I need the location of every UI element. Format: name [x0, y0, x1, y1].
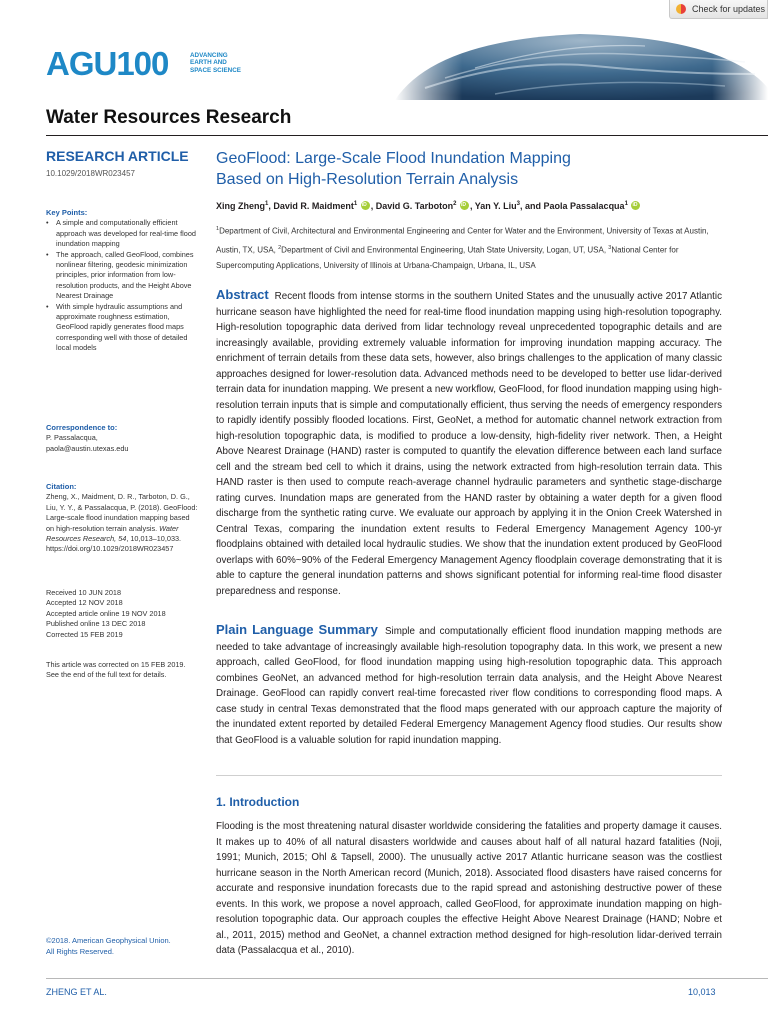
citation-journal: Water Resources Research, 54 [46, 523, 179, 544]
abstract-text: Recent floods from intense storms in the southern United States and the unusually active 2017 Atlantic hurricane season have highlighted the need for real-time flood inundation mapping using high-resolution topography. High-resolution topographic data derived from lidar technology reveal unprecedented topographic details and are increasingly available, providing extremely valuable information for improving inundation mapping accuracy. The enrichment of terrain details from these data sets, however, also brings challenges to the application of many classic approaches designed for lower-resolution data. Advanced methods need to be developed to better use lidar-derived terrain data for inundation mapping. We present a new workflow, GeoFlood, for flood inundation mapping using high-resolution terrain inputs that is simple and computationally efficient, thus serving the needs of emergency responders to rapidly identify possibly flooded locations. First, GeoNet, a method for automatic channel network extraction from high-resolution topographic data, is modified to produce a low-density, high-fidelity river network. Then, a Height Above Nearest Drainage (HAND) raster is computed to quantify the elevation difference between each land surface cell and the stream bed cell to which it drains, using the network extracted from high-resolution terrain data. This HAND raster is then used to compute reach-average channel hydraulic parameters and synthetic stage-discharge rating curves. Inundation maps are generated from the HAND raster by obtaining a water depth for a given flood discharge from the synthetic rating curve. We evaluate our approach by applying it in the Onion Creek Watershed in Central Texas, comparing the inundation extent results to Federal Emergency Management Agency 100-yr floodplains obtained with detailed local hydraulic studies. We show that the inundation extent produced by GeoFlood overlaps with 60%~90% of the Federal Emergency Management Agency floodplain coverage demonstrating that it is able to capture the general inundation patterns and shows significant potential for informing real-time flood disaster preparedness and response. [216, 291, 722, 597]
pls-text: Simple and computationally efficient flood inundation mapping methods are needed to take advantage of increasingly available high-resolution topography data. In this work, we present a new approach, called GeoFlood, for flood inundation mapping using high-resolution topographic data. This approach combines GeoNet, an advanced method for high-resolution terrain data analysis, and the Height Above Nearest Drainage. GeoFlood can rapidly convert real-time forecasted river flow conditions to corresponding flood maps. A case study in central Texas demonstrated that the flood maps generated with our approach capture the majority of the inundated extent reported by detailed Federal Emergency Management Agency flood studies. Our results show that GeoFlood is a valuable solution for rapid inundation mapping. [216, 626, 722, 746]
author-separator: , and [520, 201, 544, 211]
date-line: Received 10 JUN 2018 [46, 588, 122, 597]
author-name: David G. Tarboton [375, 201, 454, 211]
affiliation-marker: 3 [608, 244, 612, 251]
author-name: Paola Passalacqua [543, 201, 625, 211]
article-title-line: Based on High-Resolution Terrain Analysis [216, 171, 519, 188]
correspondence-box [46, 423, 198, 454]
citation-heading: Citation: [46, 482, 77, 491]
date-line: Corrected 15 FEB 2019 [46, 629, 123, 639]
page-number: 10,013 [688, 987, 716, 997]
citation-box [46, 482, 198, 555]
check-for-updates-button[interactable] [669, 0, 768, 19]
affiliation-text: Department of Civil and Environmental Engineering, Utah State University, Logan, UT, USA, [281, 245, 609, 255]
author-separator: , [370, 201, 376, 211]
crossmark-icon [676, 4, 686, 14]
agu-tagline [190, 52, 241, 74]
author-separator: , [469, 201, 475, 211]
affiliations [216, 221, 722, 274]
affiliation-marker: 2 [278, 244, 282, 251]
article-type-label: RESEARCH ARTICLE [46, 148, 189, 164]
journal-title: Water Resources Research [46, 107, 292, 128]
introduction-heading: 1. Introduction [216, 795, 300, 809]
citation-body: Zheng, X., Maidment, D. R., Tarboton, D. G., Liu, Y. Y., & Passalacqua, P. (2018). GeoFlood: Large-scale flood inundation mapping based on high-resolution terrain analysis. [46, 492, 198, 533]
correspondence-name: P. Passalacqua, [46, 433, 98, 443]
key-point-item: • With simple hydraulic assumptions and approximate roughness estimation, GeoFlood rapidly generates flood maps corresponding well with those of detailed local models [46, 302, 198, 354]
copyright-line: All Rights Reserved. [46, 947, 114, 956]
abstract-heading: Abstract [216, 287, 269, 302]
check-for-updates-label: Check for updates [692, 4, 766, 14]
abstract-section [216, 287, 722, 599]
orcid-icon[interactable] [460, 201, 469, 210]
author-name: Yan Y. Liu [474, 201, 517, 211]
key-point-item: • The approach, called GeoFlood, combines nonlinear filtering, geodesic minimization principles, prior information from low-resolution products, and the Height Above Nearest Drainage [46, 250, 198, 302]
author-affiliation-marker: 1 [624, 201, 628, 207]
author-affiliation-marker: 3 [516, 201, 520, 207]
author-affiliation-marker: 2 [453, 201, 457, 207]
date-line: Accepted article online 19 NOV 2018 [46, 608, 166, 618]
author-affiliation-marker: 1 [353, 201, 358, 207]
author-name: David R. Maidment [273, 201, 354, 211]
orcid-icon[interactable] [361, 201, 370, 210]
affiliation-text: National Center for Supercomputing Applications, University of Illinois at Urbana-Champaign, Urbana, IL, USA [216, 245, 679, 271]
correspondence-email[interactable]: paola@austin.utexas.edu [46, 443, 129, 453]
author-separator: , [268, 201, 274, 211]
agu-tagline-line: EARTH AND [190, 59, 227, 67]
citation-doi-link[interactable]: , 10,013–10,033. https://doi.org/10.1029/2018WR023457 [46, 534, 182, 554]
plain-language-summary [216, 622, 722, 748]
affiliation-marker: 1 [216, 226, 220, 232]
footer-authors: ZHENG ET AL. [46, 987, 107, 997]
author-name: Xing Zheng [216, 201, 265, 211]
header-globe-art [395, 28, 768, 100]
date-line: Published online 13 DEC 2018 [46, 619, 146, 629]
key-point-item: • A simple and computationally efficient approach was developed for real-time flood inundation mapping [46, 218, 198, 249]
copyright-line: ©2018. American Geophysical Union. [46, 936, 171, 945]
key-points-heading: Key Points: [46, 208, 88, 217]
doi-text: 10.1029/2018WR023457 [46, 169, 135, 178]
author-list [216, 201, 722, 211]
citation-text [46, 492, 198, 554]
agu-tagline-line: SPACE SCIENCE [190, 66, 241, 74]
orcid-icon[interactable] [631, 201, 640, 210]
key-points-box [46, 208, 198, 354]
section-divider [216, 775, 722, 776]
header-divider [46, 135, 768, 136]
date-line: Accepted 12 NOV 2018 [46, 598, 123, 608]
key-points-list [46, 218, 198, 353]
pls-heading: Plain Language Summary [216, 622, 378, 637]
article-title-line: GeoFlood: Large-Scale Flood Inundation Mapping [216, 150, 571, 167]
introduction-text: Flooding is the most threatening natural disaster worldwide considering the fatalities and property damage it causes. It makes up to 40% of all natural disasters worldwide and causes about half of all natural hazard fatalities (Noji, 1991; Munich, 2015; Ohl & Tapsell, 2000). The unusually active 2017 Atlantic hurricane season was the costliest hurricane season in the North American record (Munich, 2018). Associated flood disasters have raised concerns for accurate and responsive inundation forecasts due to the rapid spread and astonishing destructive power of these events. In this work, we propose a novel approach, called GeoFlood, for approximate inundation mapping on high-resolution topographic data. Our approach couples the effective Height Above Nearest Drainage (HAND; Nobre et al., 2011, 2015) method and GeoNet, a channel extraction method designed for high-resolution lidar-derived terrain data (Passalacqua et al., 2010). [216, 821, 722, 956]
footer-divider [46, 978, 768, 979]
affiliation-text: Department of Civil, Architectural and Environmental Engineering and Center for Water and the Environment, University of Texas at Austin, Austin, TX, USA, [216, 226, 709, 255]
copyright-notice [46, 935, 206, 957]
agu-tagline-line: ADVANCING [190, 52, 228, 59]
article-title [216, 148, 722, 190]
dates-box [46, 588, 198, 640]
correspondence-heading: Correspondence to: [46, 423, 118, 432]
author-affiliation-marker: 1 [265, 201, 269, 207]
agu100-logo: AGU100 [46, 45, 169, 82]
correction-note: This article was corrected on 15 FEB 2019. See the end of the full text for details. [46, 660, 186, 680]
